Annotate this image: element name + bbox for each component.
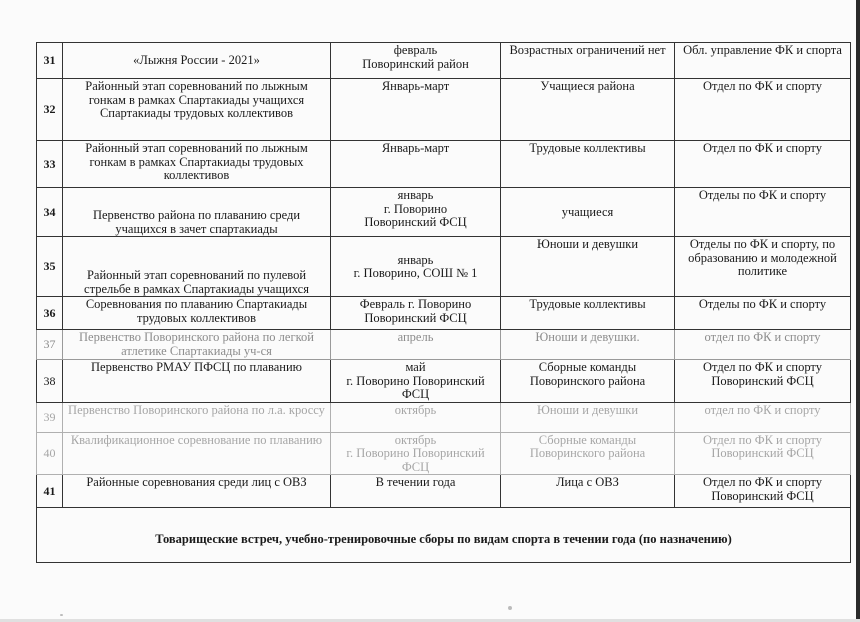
table-row xyxy=(37,188,851,237)
row-number: 41 xyxy=(37,475,63,508)
row-number: 31 xyxy=(37,43,63,79)
row-number: 34 xyxy=(37,188,63,237)
event-organizer: Отдел по ФК и спорту xyxy=(675,79,851,141)
table-row xyxy=(37,43,851,79)
event-organizer: Отделы по ФК и спорту, по образованию и молодежной политике xyxy=(675,237,851,297)
table-row xyxy=(37,360,851,403)
event-date-place: апрель xyxy=(331,330,501,360)
event-name: Районный этап соревнований по лыжным гонкам в рамках Спартакиады трудовых коллективов xyxy=(63,141,331,188)
events-table xyxy=(36,42,851,563)
event-date-place: май г. Поворино Поворинский ФСЦ xyxy=(331,360,501,403)
scan-edge-shadow xyxy=(856,0,860,622)
table-footer-row xyxy=(37,508,851,563)
event-participants: Лица с ОВЗ xyxy=(501,475,675,508)
table-row xyxy=(37,79,851,141)
event-date-place: В течении года xyxy=(331,475,501,508)
table-row xyxy=(37,432,851,475)
event-name: «Лыжня России - 2021» xyxy=(63,43,331,79)
event-name: Квалификационное соревнование по плаванию xyxy=(63,432,331,475)
event-date-place: Январь-март xyxy=(331,141,501,188)
event-date-place: январь г. Поворино, СОШ № 1 xyxy=(331,237,501,297)
event-participants: учащиеся xyxy=(501,188,675,237)
row-number: 40 xyxy=(37,432,63,475)
event-date-place: октябрь г. Поворино Поворинский ФСЦ xyxy=(331,432,501,475)
event-organizer: Отделы по ФК и спорту xyxy=(675,188,851,237)
event-name: Первенство района по плаванию среди учащихся в зачет спартакиады xyxy=(63,188,331,237)
table-row xyxy=(37,141,851,188)
event-organizer: Отдел по ФК и спорту xyxy=(675,141,851,188)
event-date-place: январь г. Поворино Поворинский ФСЦ xyxy=(331,188,501,237)
scan-speck xyxy=(60,614,63,616)
event-participants: Трудовые коллективы xyxy=(501,141,675,188)
event-organizer: Отдел по ФК и спорту Поворинский ФСЦ xyxy=(675,360,851,403)
scan-speck xyxy=(508,606,512,610)
event-name: Соревнования по плаванию Спартакиады трудовых коллективов xyxy=(63,297,331,330)
event-name: Первенство Поворинского района по л.а. кроссу xyxy=(63,402,331,432)
row-number: 32 xyxy=(37,79,63,141)
event-name: Районные соревнования среди лиц с ОВЗ xyxy=(63,475,331,508)
event-name: Районный этап соревнований по лыжным гонкам в рамках Спартакиады учащихся Спартакиады трудовых коллективов xyxy=(63,79,331,141)
event-name: Первенство Поворинского района по легкой атлетике Спартакиады уч-ся xyxy=(63,330,331,360)
event-participants: Учащиеся района xyxy=(501,79,675,141)
event-name: Районный этап соревнований по пулевой стрельбе в рамках Спартакиады учащихся xyxy=(63,237,331,297)
table-row xyxy=(37,402,851,432)
event-organizer: отдел по ФК и спорту xyxy=(675,330,851,360)
event-participants: Сборные команды Поворинского района xyxy=(501,432,675,475)
event-date-place: Февраль г. Поворино Поворинский ФСЦ xyxy=(331,297,501,330)
event-organizer: Отдел по ФК и спорту Поворинский ФСЦ xyxy=(675,475,851,508)
event-name: Первенство РМАУ ПФСЦ по плаванию xyxy=(63,360,331,403)
event-participants: Юноши и девушки. xyxy=(501,330,675,360)
event-organizer: Отделы по ФК и спорту xyxy=(675,297,851,330)
event-participants: Возрастных ограничений нет xyxy=(501,43,675,79)
event-date-place: февраль Поворинский район xyxy=(331,43,501,79)
event-organizer: отдел по ФК и спорту xyxy=(675,402,851,432)
event-participants: Трудовые коллективы xyxy=(501,297,675,330)
event-date-place: Январь-март xyxy=(331,79,501,141)
table-row xyxy=(37,297,851,330)
event-date-place: октябрь xyxy=(331,402,501,432)
event-organizer: Отдел по ФК и спорту Поворинский ФСЦ xyxy=(675,432,851,475)
row-number: 35 xyxy=(37,237,63,297)
footer-note: Товарищеские встреч, учебно-тренировочные сборы по видам спорта в течении года (по назначению) xyxy=(37,508,851,563)
table-row xyxy=(37,237,851,297)
row-number: 38 xyxy=(37,360,63,403)
row-number: 37 xyxy=(37,330,63,360)
event-participants: Юноши и девушки xyxy=(501,402,675,432)
event-organizer: Обл. управление ФК и спорта xyxy=(675,43,851,79)
table-row xyxy=(37,475,851,508)
row-number: 36 xyxy=(37,297,63,330)
row-number: 33 xyxy=(37,141,63,188)
row-number: 39 xyxy=(37,402,63,432)
table-row xyxy=(37,330,851,360)
event-participants: Юноши и девушки xyxy=(501,237,675,297)
event-participants: Сборные команды Поворинского района xyxy=(501,360,675,403)
